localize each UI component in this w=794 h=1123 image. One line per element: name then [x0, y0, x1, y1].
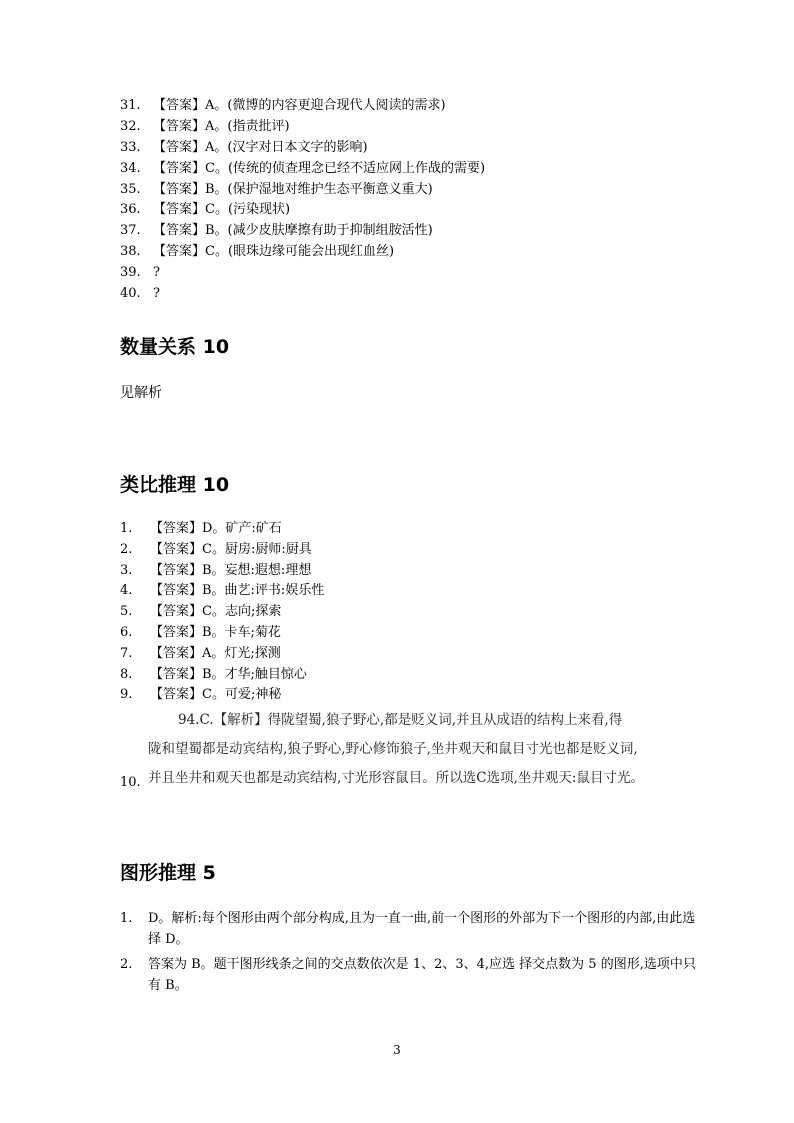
analogy-answer-list	[120, 519, 700, 706]
section-heading-figure: 图形推理 5	[120, 862, 216, 884]
section-heading-quantity: 数量关系 10	[120, 336, 230, 358]
explanation-line: 并且坐井和观天也都是动宾结构,寸光形容鼠目。所以选C选项,坐井观天:鼠目寸光。	[148, 770, 644, 786]
item-number: 1.	[120, 911, 133, 926]
item-text: 【答案】A。灯光;探测	[150, 645, 281, 661]
list-item	[120, 602, 700, 623]
item-number: 34.	[120, 160, 141, 176]
item-text: 【答案】A。(微博的内容更迎合现代人阅读的需求)	[153, 98, 446, 113]
item-number: 7.	[120, 645, 133, 661]
item-number: 5.	[120, 604, 133, 620]
embedded-explanation-image	[148, 706, 696, 793]
list-item	[120, 221, 700, 242]
item-number: 3.	[120, 562, 133, 578]
list-item	[120, 908, 700, 950]
list-item	[120, 561, 700, 582]
item-text: 【答案】C。志向;探索	[150, 604, 282, 620]
item-text: 【答案】D。矿产:矿石	[150, 521, 282, 536]
item-text: ?	[153, 286, 160, 302]
item-number: 40.	[120, 286, 141, 302]
list-item	[120, 263, 700, 284]
item-text: 【答案】A。(汉字对日本文字的影响)	[153, 139, 368, 155]
explanation-line: 陇和望蜀都是动宾结构,狼子野心,野心修饰狼子,坐井观天和鼠目寸光也都是贬义词,	[148, 741, 638, 757]
item-number: 10.	[120, 775, 141, 790]
list-item	[120, 540, 700, 561]
item-text: 【答案】B。才华;触目惊心	[150, 666, 307, 682]
item-number: 2.	[120, 541, 133, 557]
list-item	[120, 96, 700, 117]
item-number: 9.	[120, 687, 133, 703]
item-number: 32.	[120, 118, 141, 134]
list-item	[120, 581, 700, 602]
item-text: 【答案】B。曲艺:评书:娱乐性	[150, 583, 325, 599]
list-item	[120, 954, 700, 996]
figure-answer-list	[120, 908, 700, 1000]
section-heading-analogy: 类比推理 10	[120, 474, 230, 496]
list-item	[120, 284, 700, 305]
item-number: 35.	[120, 181, 141, 197]
item-text: 【答案】B。(保护湿地对维护生态平衡意义重大)	[153, 181, 433, 197]
list-item	[120, 665, 700, 686]
item-text: ?	[153, 265, 160, 281]
item-text: 【答案】A。(指责批评)	[153, 118, 290, 134]
item-text: 答案为 B。题干图形线条之间的交点数依次是 1、2、3、4,应选 择交点数为 5 的图形,选项中只有 B。	[148, 957, 696, 993]
item-text: 【答案】B。妄想:遐想:理想	[150, 562, 312, 578]
answer-list-31-40	[120, 96, 700, 305]
item-number: 38.	[120, 244, 141, 260]
item-number: 31.	[120, 98, 141, 113]
explanation-line: 94.C.【解析】得陇望蜀,狼子野心,都是贬义词,并且从成语的结构上来看,得	[178, 712, 623, 728]
item-number: 1.	[120, 521, 133, 536]
item-text: 【答案】B。卡车;菊花	[150, 624, 281, 640]
list-item	[120, 519, 700, 540]
page-number: 3	[393, 1043, 401, 1057]
item-text: D。解析:每个图形由两个部分构成,且为一直一曲,前一个图形的外部为下一个图形的内部,由此选择 D。	[148, 911, 696, 947]
item-text: 【答案】C。厨房:厨师:厨具	[150, 541, 312, 557]
list-item	[120, 685, 700, 706]
item-text: 【答案】C。可爱;神秘	[150, 687, 282, 703]
list-item	[120, 644, 700, 665]
item-number: 37.	[120, 223, 141, 239]
item-text: 【答案】B。(减少皮肤摩擦有助于抑制组胺活性)	[153, 223, 433, 239]
list-item	[120, 242, 700, 263]
item-number: 8.	[120, 666, 133, 682]
item-number: 33.	[120, 139, 141, 155]
quantity-body: 见解析	[120, 385, 162, 401]
list-item	[120, 159, 700, 180]
item-number: 2.	[120, 957, 133, 972]
item-number: 36.	[120, 202, 141, 218]
list-item	[120, 180, 700, 201]
item-number: 39.	[120, 265, 141, 281]
list-item	[120, 200, 700, 221]
item-text: 【答案】C。(眼珠边缘可能会出现红血丝)	[153, 244, 395, 260]
list-item	[120, 117, 700, 138]
item-text: 【答案】C。(传统的侦查理念已经不适应网上作战的需要)	[153, 160, 486, 176]
item-text: 【答案】C。(污染现状)	[153, 202, 291, 218]
item-number: 4.	[120, 583, 133, 599]
list-item	[120, 138, 700, 159]
item-number: 6.	[120, 624, 133, 640]
list-item	[120, 623, 700, 644]
